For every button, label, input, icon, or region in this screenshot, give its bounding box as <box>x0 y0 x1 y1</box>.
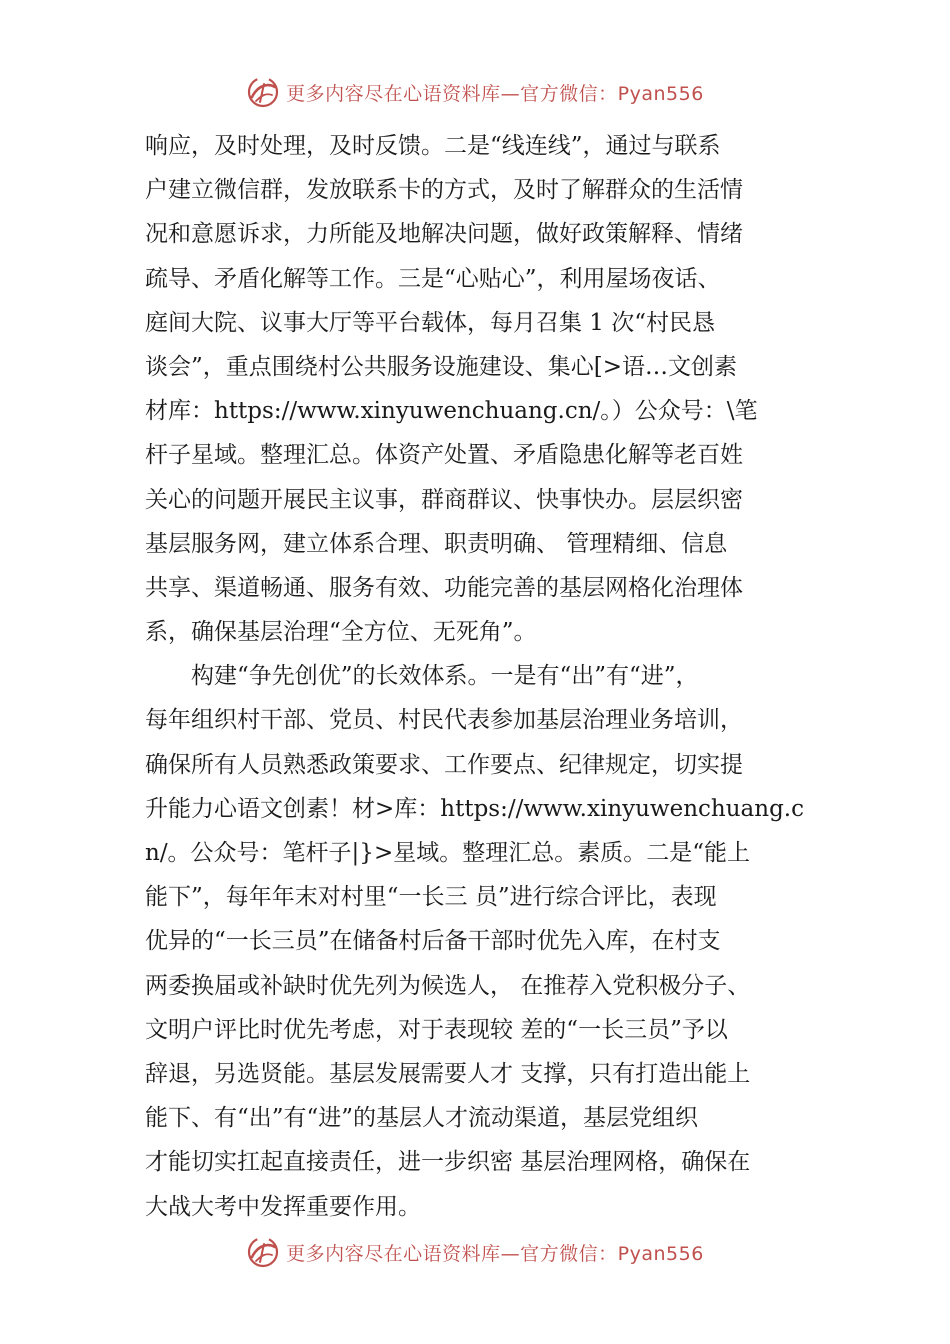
text-line: 响应，及时处理，及时反馈。二是“线连线”，通过与联系 <box>145 133 721 159</box>
text-line: 辞退，另选贤能。基层发展需要人才 支撑，只有打造出能上 <box>145 1060 751 1087</box>
paragraph-1 <box>145 124 825 654</box>
text-line: 材库：https://www.xinyuwenchuang.cn/。）公众号：\笔 <box>145 398 758 425</box>
text-line: 优异的“一长三员”在储备村后备干部时优先入库，在村支 <box>145 928 721 955</box>
brush-swirl-logo-icon <box>246 1235 280 1269</box>
footer-banner-text: 更多内容尽在心语资料库—官方微信：Pyan556 <box>286 1242 704 1265</box>
header-banner <box>0 72 950 112</box>
text-line: 庭间大院、议事大厅等平台载体，每月召集 1 次“村民恳 <box>145 309 716 336</box>
document-body <box>145 124 825 1229</box>
text-line: n/。公众号：笔杆子|}>星域。整理汇总。素质。二是“能上 <box>145 840 750 866</box>
text-line: 每年组织村干部、党员、村民代表参加基层治理业务培训， <box>145 707 743 734</box>
text-line: 大战大考中发挥重要作用。 <box>145 1193 421 1220</box>
text-line: 两委换届或补缺时优先列为候选人， 在推荐入党积极分子、 <box>145 972 751 999</box>
text-line: 疏导、矛盾化解等工作。三是“心贴心”，利用屋场夜话、 <box>145 265 721 292</box>
header-banner-text: 更多内容尽在心语资料库—官方微信：Pyan556 <box>286 82 704 105</box>
text-line: 构建“争先创优”的长效体系。一是有“出”有“进”， <box>191 663 699 690</box>
text-line: 文明户评比时优先考虑，对于表现较 差的“一长三员”予以 <box>145 1016 728 1043</box>
text-line: 系，确保基层治理“全方位、无死角”。 <box>145 619 537 646</box>
text-line: 能下”，每年年末对村里“一长三 员”进行综合评比，表现 <box>145 884 717 911</box>
text-line: 能下、有“出”有“进”的基层人才流动渠道，基层党组织 <box>145 1105 699 1132</box>
text-line: 谈会”，重点围绕村公共服务设施建设、集心[>语…文创素 <box>145 353 738 380</box>
brush-swirl-logo-icon <box>246 75 280 109</box>
text-line: 况和意愿诉求，力所能及地解决问题，做好政策解释、情绪 <box>145 221 743 248</box>
text-line: 确保所有人员熟悉政策要求、工作要点、纪律规定，切实提 <box>145 751 743 778</box>
text-line: 才能切实扛起直接责任，进一步织密 基层治理网格，确保在 <box>145 1149 751 1176</box>
paragraph-2 <box>145 654 825 1228</box>
footer-banner <box>0 1232 950 1272</box>
text-line: 户建立微信群，发放联系卡的方式，及时了解群众的生活情 <box>145 177 743 204</box>
text-line: 关心的问题开展民主议事，群商群议、快事快办。层层织密 <box>145 486 743 513</box>
text-line: 基层服务网，建立体系合理、职责明确、 管理精细、信息 <box>145 530 728 557</box>
text-line: 共享、渠道畅通、服务有效、功能完善的基层网格化治理体 <box>145 574 743 601</box>
text-line: 升能力心语文创素！材>库：https://www.xinyuwenchuang.c <box>145 795 804 822</box>
text-line: 杆子星域。整理汇总。体资产处置、矛盾隐患化解等老百姓 <box>145 442 743 469</box>
